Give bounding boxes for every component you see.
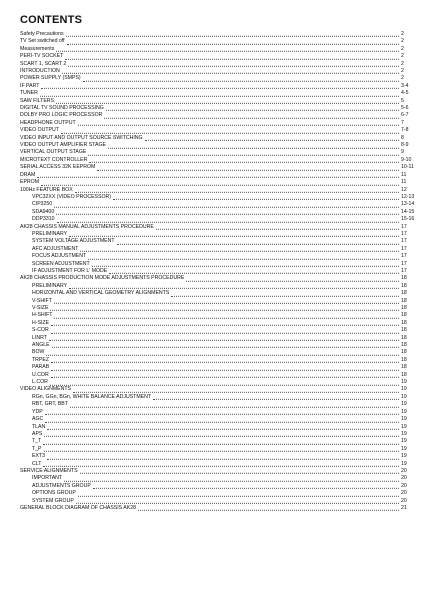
dot-leader bbox=[50, 379, 399, 385]
toc-entry-title: TRPEZ bbox=[32, 356, 50, 363]
dot-leader bbox=[104, 113, 399, 119]
toc-entry-page-number: 19 bbox=[401, 416, 407, 423]
toc-entry-page-number: 11 bbox=[401, 179, 407, 186]
dot-leader bbox=[52, 342, 399, 348]
toc-entry bbox=[20, 68, 415, 75]
toc-entry bbox=[20, 327, 415, 334]
dot-leader bbox=[108, 142, 399, 148]
toc-entry-page-number: 20 bbox=[401, 467, 407, 474]
dot-leader bbox=[88, 253, 399, 259]
dot-leader bbox=[44, 446, 399, 452]
toc-entry bbox=[20, 416, 415, 423]
dot-leader bbox=[44, 431, 399, 437]
dot-leader bbox=[41, 179, 399, 185]
toc-entry-title: VIDEO ALIGNMENTS bbox=[20, 386, 72, 393]
toc-entry-page-number: 2 bbox=[401, 60, 404, 67]
dot-leader bbox=[46, 350, 399, 356]
toc-entry-page-number: 5 bbox=[401, 97, 404, 104]
toc-entry bbox=[20, 31, 415, 38]
dot-leader bbox=[70, 402, 399, 408]
dot-leader bbox=[145, 135, 399, 141]
dot-leader bbox=[56, 209, 399, 215]
toc-entry-title: T_T bbox=[32, 438, 42, 445]
dot-leader bbox=[88, 150, 399, 156]
toc-entry bbox=[20, 438, 415, 445]
dot-leader bbox=[50, 305, 399, 311]
toc-entry bbox=[20, 238, 415, 245]
toc-entry-page-number: 19 bbox=[401, 379, 407, 386]
toc-entry bbox=[20, 75, 415, 82]
toc-entry-page-number: 7 bbox=[401, 119, 404, 126]
toc-entry-title: SAW FILTERS bbox=[20, 97, 55, 104]
toc-entry-title: SDA9400 bbox=[32, 208, 55, 215]
dot-leader bbox=[51, 364, 399, 370]
dot-leader bbox=[51, 320, 399, 326]
toc-entry bbox=[20, 290, 415, 297]
toc-entry-title: 100Hz FEATURE BOX bbox=[20, 186, 73, 193]
dot-leader bbox=[51, 372, 399, 378]
toc-entry-title: POWER SUPPLY (SMPS) bbox=[20, 75, 81, 82]
toc-entry bbox=[20, 201, 415, 208]
dot-leader bbox=[66, 31, 399, 37]
dot-leader bbox=[73, 387, 399, 393]
toc-entry-title: AFC ADJUSTMENT bbox=[32, 245, 79, 252]
toc-entry-page-number: 2 bbox=[401, 68, 404, 75]
toc-entry-title: EXT3 bbox=[32, 453, 45, 460]
toc-entry bbox=[20, 379, 415, 386]
dot-leader bbox=[45, 416, 399, 422]
toc-entry-page-number: 2 bbox=[401, 53, 404, 60]
toc-entry bbox=[20, 157, 415, 164]
toc-entry bbox=[20, 312, 415, 319]
toc-entry-title: IF ADJUSTMENT FOR L' MODE bbox=[32, 267, 108, 274]
toc-entry-page-number: 17 bbox=[401, 238, 407, 245]
toc-entry bbox=[20, 172, 415, 179]
toc-entry bbox=[20, 150, 415, 157]
dot-leader bbox=[37, 172, 399, 178]
toc-entry-page-number: 6-7 bbox=[401, 112, 409, 119]
toc-entry-title: PERI-TV SOCKET bbox=[20, 53, 64, 60]
toc-entry-title: AK28 CHASSIS PRODUCTION MODE ADJUSTMENTS PROCEDURE bbox=[20, 275, 185, 282]
toc-entry-title: PRELIMINARY bbox=[32, 230, 68, 237]
toc-entry-title: MICROTEXT CONTROLLER bbox=[20, 156, 88, 163]
toc-entry bbox=[20, 112, 415, 119]
toc-entry-page-number: 18 bbox=[401, 275, 407, 282]
toc-entry-page-number: 11 bbox=[401, 171, 407, 178]
toc-entry-title: U.COR bbox=[32, 371, 49, 378]
toc-entry-page-number: 19 bbox=[401, 453, 407, 460]
toc-entry bbox=[20, 490, 415, 497]
toc-entry bbox=[20, 461, 415, 468]
toc-entry bbox=[20, 246, 415, 253]
toc-entry-page-number: 20 bbox=[401, 482, 407, 489]
dot-leader bbox=[83, 76, 399, 82]
toc-entry-page-number: 2 bbox=[401, 75, 404, 82]
toc-entry-page-number: 21 bbox=[401, 504, 407, 511]
toc-entry bbox=[20, 209, 415, 216]
toc-entry-title: IF PART bbox=[20, 82, 40, 89]
toc-entry-page-number: 18 bbox=[401, 290, 407, 297]
toc-entry-title: TLAN bbox=[32, 423, 46, 430]
toc-entry bbox=[20, 401, 415, 408]
toc-entry-page-number: 18 bbox=[401, 349, 407, 356]
toc-entry-title: SERVICE ALIGNMENTS bbox=[20, 467, 78, 474]
toc-entry bbox=[20, 483, 415, 490]
toc-entry-title: TUNER bbox=[20, 90, 38, 97]
toc-entry-title: GENERAL BLOCK DIAGRAM OF CHASSIS AK28 bbox=[20, 504, 136, 511]
dot-leader bbox=[69, 283, 399, 289]
toc-entry bbox=[20, 357, 415, 364]
toc-entry-page-number: 12 bbox=[401, 186, 407, 193]
toc-entry bbox=[20, 453, 415, 460]
toc-entry-title: DDP3310 bbox=[32, 216, 55, 223]
dot-leader bbox=[61, 127, 399, 133]
toc-entry bbox=[20, 446, 415, 453]
toc-entry-page-number: 19 bbox=[401, 445, 407, 452]
toc-entry-page-number: 15-16 bbox=[401, 216, 415, 223]
dot-leader bbox=[54, 298, 399, 304]
toc-entry bbox=[20, 261, 415, 268]
toc-entry bbox=[20, 468, 415, 475]
dot-leader bbox=[113, 194, 399, 200]
toc-entry-title: PARAB bbox=[32, 364, 50, 371]
toc-entry bbox=[20, 83, 415, 90]
toc-entry-page-number: 17 bbox=[401, 260, 407, 267]
dot-leader bbox=[75, 187, 399, 193]
dot-leader bbox=[67, 39, 399, 45]
toc-entry-title: YDP bbox=[32, 408, 43, 415]
dot-leader bbox=[45, 409, 399, 415]
toc-entry-title: HEADPHONE OUTPUT bbox=[20, 119, 76, 126]
dot-leader bbox=[47, 424, 399, 430]
toc-entry-page-number: 17 bbox=[401, 230, 407, 237]
toc-entry bbox=[20, 142, 415, 149]
toc-entry-page-number: 19 bbox=[401, 401, 407, 408]
toc-entry-page-number: 17 bbox=[401, 245, 407, 252]
toc-entry bbox=[20, 283, 415, 290]
toc-entry-page-number: 3-4 bbox=[401, 82, 409, 89]
toc-entry-title: SCREEN ADJUSTMENT bbox=[32, 260, 90, 267]
toc-entry bbox=[20, 498, 415, 505]
toc-entry-title: VIDEO INPUT AND OUTPUT SOURCE SWITCHING bbox=[20, 134, 143, 141]
dot-leader bbox=[117, 239, 399, 245]
dot-leader bbox=[76, 498, 399, 504]
toc-entry-page-number: 18 bbox=[401, 319, 407, 326]
toc-entry-title: V-SIZE bbox=[32, 305, 49, 312]
toc-entry-title: VPC32XX (VIDEO PROCESSOR) bbox=[32, 193, 111, 200]
toc-entry-title: RBT, GRT, BBT bbox=[32, 401, 68, 408]
toc-entry bbox=[20, 475, 415, 482]
table-of-contents bbox=[20, 31, 415, 512]
toc-entry-page-number: 4-5 bbox=[401, 90, 409, 97]
toc-entry-title: EPROM bbox=[20, 179, 40, 186]
toc-entry bbox=[20, 409, 415, 416]
toc-entry-page-number: 20 bbox=[401, 475, 407, 482]
toc-entry-page-number: 20 bbox=[401, 497, 407, 504]
toc-entry-page-number: 12-13 bbox=[401, 193, 415, 200]
toc-entry bbox=[20, 105, 415, 112]
toc-entry bbox=[20, 224, 415, 231]
toc-entry bbox=[20, 387, 415, 394]
dot-leader bbox=[51, 327, 399, 333]
toc-entry-page-number: 18 bbox=[401, 312, 407, 319]
toc-entry-page-number: 19 bbox=[401, 438, 407, 445]
toc-entry bbox=[20, 424, 415, 431]
dot-leader bbox=[153, 394, 399, 400]
toc-entry-title: ANGLE bbox=[32, 342, 50, 349]
toc-entry-page-number: 20 bbox=[401, 490, 407, 497]
dot-leader bbox=[54, 313, 399, 319]
toc-entry bbox=[20, 431, 415, 438]
toc-entry-page-number: 18 bbox=[401, 327, 407, 334]
toc-entry-title: IMPORTANT bbox=[32, 475, 63, 482]
toc-entry-page-number: 17 bbox=[401, 267, 407, 274]
toc-entry bbox=[20, 61, 415, 68]
toc-entry bbox=[20, 38, 415, 45]
toc-entry bbox=[20, 135, 415, 142]
dot-leader bbox=[51, 357, 399, 363]
toc-entry-title: CLT bbox=[32, 460, 42, 467]
toc-entry-title: VERTICAL OUTPUT STAGE bbox=[20, 149, 87, 156]
toc-entry bbox=[20, 505, 415, 512]
toc-entry-page-number: 18 bbox=[401, 282, 407, 289]
dot-leader bbox=[97, 165, 399, 171]
dot-leader bbox=[138, 505, 399, 511]
toc-entry-title: Safety Precautions bbox=[20, 30, 64, 37]
toc-entry-page-number: 5-6 bbox=[401, 105, 409, 112]
dot-leader bbox=[62, 68, 399, 74]
toc-entry-title: SYSTEM VOLTAGE ADJUSTMENT bbox=[32, 238, 115, 245]
dot-leader bbox=[171, 290, 399, 296]
dot-leader bbox=[93, 483, 399, 489]
toc-entry bbox=[20, 364, 415, 371]
toc-entry-page-number: 19 bbox=[401, 393, 407, 400]
dot-leader bbox=[156, 224, 399, 230]
toc-entry-title: FOCUS ADJUSTMENT bbox=[32, 253, 87, 260]
toc-entry-title: VIDEO OUTPUT AMPLIFIER STAGE bbox=[20, 142, 106, 149]
toc-entry bbox=[20, 372, 415, 379]
toc-entry-page-number: 10-11 bbox=[401, 164, 414, 171]
toc-entry-page-number: 18 bbox=[401, 334, 407, 341]
toc-entry-page-number: 19 bbox=[401, 460, 407, 467]
toc-entry-title: H-SHIFT bbox=[32, 312, 53, 319]
toc-entry-title: APS bbox=[32, 430, 43, 437]
toc-entry-page-number: 9 bbox=[401, 149, 404, 156]
dot-leader bbox=[109, 268, 399, 274]
toc-entry-title: SCART 1, SCART 2 bbox=[20, 60, 67, 67]
dot-leader bbox=[56, 98, 399, 104]
toc-entry bbox=[20, 194, 415, 201]
toc-entry-title: AK28 CHASSIS MANUAL ADJUSTMENTS PROCEDURE bbox=[20, 223, 154, 230]
toc-entry-page-number: 9-10 bbox=[401, 156, 412, 163]
dot-leader bbox=[80, 468, 399, 474]
toc-entry-title: AGC bbox=[32, 416, 44, 423]
toc-entry-title: RGn, GGn, BGn, WHITE BALANCE ADJUSTMENT bbox=[32, 393, 152, 400]
toc-entry bbox=[20, 342, 415, 349]
toc-entry-page-number: 17 bbox=[401, 223, 407, 230]
toc-entry-page-number: 19 bbox=[401, 386, 407, 393]
dot-leader bbox=[43, 461, 399, 467]
dot-leader bbox=[65, 53, 399, 59]
dot-leader bbox=[40, 90, 399, 96]
toc-entry-title: BOW bbox=[32, 349, 45, 356]
toc-entry-title: Measurements bbox=[20, 45, 55, 52]
toc-entry-page-number: 18 bbox=[401, 364, 407, 371]
toc-entry-title: INTRODUCTION bbox=[20, 68, 60, 75]
toc-entry-page-number: 19 bbox=[401, 408, 407, 415]
toc-entry-page-number: 8 bbox=[401, 134, 404, 141]
dot-leader bbox=[41, 83, 399, 89]
dot-leader bbox=[49, 335, 399, 341]
toc-entry bbox=[20, 253, 415, 260]
toc-entry bbox=[20, 187, 415, 194]
toc-entry-title: DOLBY PRO LOGIC PROCESSOR bbox=[20, 112, 103, 119]
toc-entry-page-number: 18 bbox=[401, 342, 407, 349]
toc-entry bbox=[20, 320, 415, 327]
toc-entry-page-number: 2 bbox=[401, 45, 404, 52]
toc-entry-title: TV Set switched off bbox=[20, 38, 65, 45]
toc-entry-title: ADJUSTMENTS GROUP bbox=[32, 482, 91, 489]
toc-entry bbox=[20, 394, 415, 401]
dot-leader bbox=[54, 202, 399, 208]
toc-entry-title: SERIAL ACCESS 32K EEPROM bbox=[20, 164, 96, 171]
dot-leader bbox=[78, 490, 399, 496]
toc-entry-page-number: 18 bbox=[401, 371, 407, 378]
toc-entry-page-number: 17 bbox=[401, 253, 407, 260]
toc-entry bbox=[20, 127, 415, 134]
toc-entry-title: H-SIZE bbox=[32, 319, 50, 326]
toc-entry-title: V-SHIFT bbox=[32, 297, 52, 304]
toc-entry bbox=[20, 98, 415, 105]
toc-entry bbox=[20, 179, 415, 186]
toc-entry-title: S-COR bbox=[32, 327, 49, 334]
toc-entry-page-number: 2 bbox=[401, 38, 404, 45]
toc-entry-page-number: 7-8 bbox=[401, 127, 409, 134]
toc-entry-page-number: 2 bbox=[401, 30, 404, 37]
toc-entry-title: T_P bbox=[32, 445, 42, 452]
toc-entry bbox=[20, 120, 415, 127]
toc-entry-page-number: 19 bbox=[401, 423, 407, 430]
toc-entry bbox=[20, 305, 415, 312]
toc-entry-title: OPTIONS GROUP bbox=[32, 490, 76, 497]
toc-entry-title: SYSTEM GROUP bbox=[32, 497, 74, 504]
dot-leader bbox=[80, 246, 399, 252]
toc-entry-page-number: 18 bbox=[401, 297, 407, 304]
toc-entry bbox=[20, 275, 415, 282]
toc-entry bbox=[20, 298, 415, 305]
toc-entry-title: VIDEO OUTPUT bbox=[20, 127, 59, 134]
toc-entry bbox=[20, 164, 415, 171]
toc-entry bbox=[20, 231, 415, 238]
dot-leader bbox=[92, 261, 399, 267]
toc-entry-page-number: 19 bbox=[401, 430, 407, 437]
toc-entry-page-number: 14-15 bbox=[401, 208, 415, 215]
dot-leader bbox=[47, 453, 399, 459]
toc-entry-title: HORIZONTAL AND VERTICAL GEOMETRY ALIGNMENTS bbox=[32, 290, 170, 297]
toc-entry-page-number: 13-14 bbox=[401, 201, 415, 208]
toc-entry bbox=[20, 46, 415, 53]
toc-entry-page-number: 18 bbox=[401, 356, 407, 363]
dot-leader bbox=[68, 61, 399, 67]
toc-entry-title: PRELIMINARY bbox=[32, 282, 68, 289]
toc-entry bbox=[20, 90, 415, 97]
toc-entry-page-number: 18 bbox=[401, 305, 407, 312]
dot-leader bbox=[186, 276, 399, 282]
dot-leader bbox=[56, 46, 399, 52]
toc-entry bbox=[20, 268, 415, 275]
dot-leader bbox=[57, 216, 400, 222]
dot-leader bbox=[89, 157, 399, 163]
toc-entry-title: DRAM bbox=[20, 171, 36, 178]
toc-entry bbox=[20, 53, 415, 60]
page-title: CONTENTS bbox=[20, 14, 83, 26]
toc-entry-title: DIGITAL TV SOUND PROCESSING bbox=[20, 105, 104, 112]
toc-entry-title: L.COR bbox=[32, 379, 48, 386]
toc-entry bbox=[20, 216, 415, 223]
dot-leader bbox=[106, 105, 399, 111]
toc-entry-title: CIP3250 bbox=[32, 201, 53, 208]
dot-leader bbox=[64, 476, 399, 482]
dot-leader bbox=[69, 231, 399, 237]
toc-entry-title: LINRT bbox=[32, 334, 47, 341]
toc-entry-page-number: 8-9 bbox=[401, 142, 409, 149]
dot-leader bbox=[78, 120, 399, 126]
toc-entry bbox=[20, 335, 415, 342]
dot-leader bbox=[43, 439, 399, 445]
toc-entry bbox=[20, 349, 415, 356]
